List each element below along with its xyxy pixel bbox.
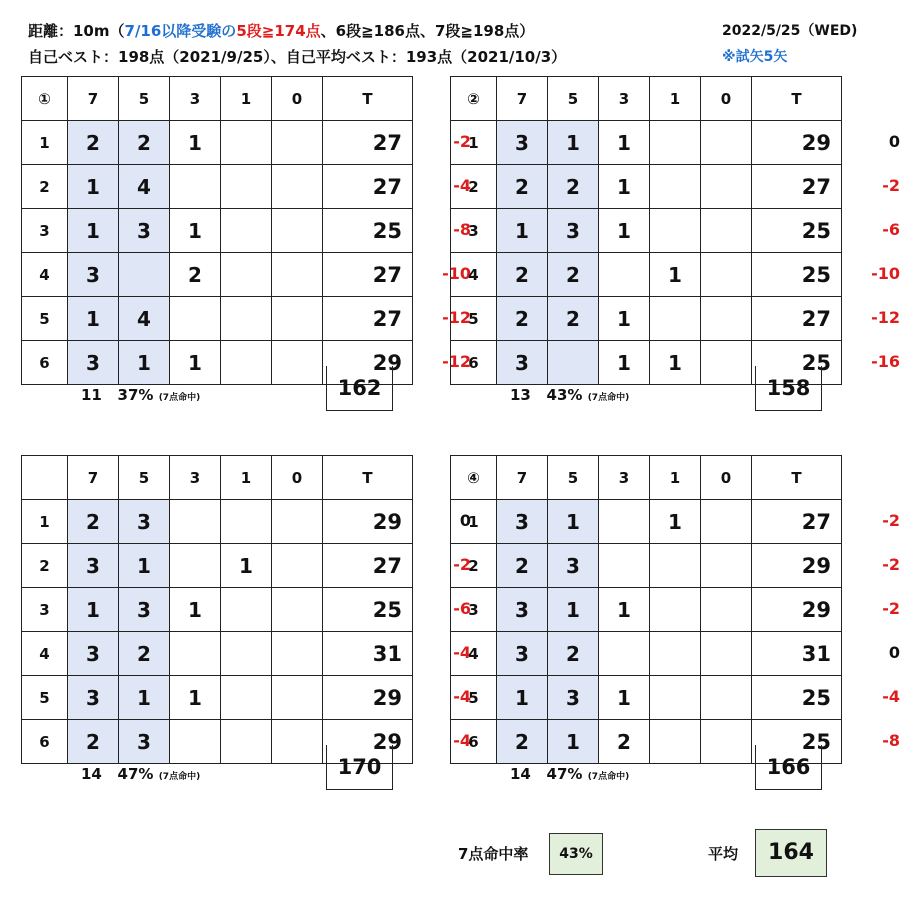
- row-number: 4: [22, 253, 68, 297]
- count-5: 2: [548, 297, 599, 341]
- row-number: 2: [22, 544, 68, 588]
- row-number: 1: [22, 121, 68, 165]
- count-0: [272, 500, 323, 544]
- row-total: 27: [323, 121, 413, 165]
- count-0: [272, 588, 323, 632]
- row-total: 27: [323, 253, 413, 297]
- count-5: [119, 253, 170, 297]
- score-table: [21, 76, 413, 385]
- row-number: 1: [451, 500, 497, 544]
- table-row: [22, 544, 413, 588]
- row-number: 5: [451, 297, 497, 341]
- row-number: 5: [22, 297, 68, 341]
- row-diff: -6: [882, 220, 900, 239]
- hit-rate-note: (7点命中): [587, 393, 630, 403]
- column-header: T: [323, 77, 413, 121]
- row-diff: -4: [453, 687, 471, 706]
- column-header: 3: [170, 456, 221, 500]
- table-row: [451, 500, 842, 544]
- table-row: [22, 253, 413, 297]
- count-5: 1: [548, 500, 599, 544]
- column-header: 1: [650, 77, 701, 121]
- row-total: 25: [323, 588, 413, 632]
- column-header: 7: [497, 456, 548, 500]
- count-7: 2: [497, 253, 548, 297]
- count-1: [650, 676, 701, 720]
- count-7: 3: [497, 500, 548, 544]
- count-0: [701, 165, 752, 209]
- count-7: 2: [68, 121, 119, 165]
- count-1: [221, 500, 272, 544]
- row-number: 3: [22, 588, 68, 632]
- count-1: [221, 165, 272, 209]
- count-0: [701, 209, 752, 253]
- count-1: [221, 341, 272, 385]
- count-7: 1: [68, 165, 119, 209]
- row-total: 29: [323, 500, 413, 544]
- hit-count: 11: [81, 386, 102, 404]
- row-number: 1: [451, 121, 497, 165]
- row-total: 31: [323, 632, 413, 676]
- count-1: [221, 121, 272, 165]
- count-0: [272, 297, 323, 341]
- hit-rate-box: 43%: [549, 833, 603, 875]
- row-diff: -4: [453, 176, 471, 195]
- column-header: 0: [272, 77, 323, 121]
- table-row: [22, 121, 413, 165]
- row-number: 4: [22, 632, 68, 676]
- table-row: [451, 632, 842, 676]
- table-row: [22, 588, 413, 632]
- count-3: 1: [170, 341, 221, 385]
- row-diff: -10: [871, 264, 900, 283]
- count-5: [548, 341, 599, 385]
- row-total: 27: [752, 500, 842, 544]
- count-5: 2: [119, 632, 170, 676]
- count-3: 1: [170, 209, 221, 253]
- table-row: [22, 209, 413, 253]
- count-0: [701, 500, 752, 544]
- count-3: 1: [170, 588, 221, 632]
- header-after-date: 7/16以降受験の: [124, 22, 237, 40]
- round-label: ②: [451, 77, 497, 121]
- count-3: 1: [599, 676, 650, 720]
- count-7: 2: [497, 165, 548, 209]
- count-1: 1: [650, 341, 701, 385]
- column-header: 0: [272, 456, 323, 500]
- count-7: 3: [497, 341, 548, 385]
- count-5: 3: [119, 209, 170, 253]
- count-7: 3: [68, 676, 119, 720]
- round-total: 158: [755, 366, 822, 411]
- count-1: [221, 720, 272, 764]
- count-0: [701, 121, 752, 165]
- column-header: 5: [548, 456, 599, 500]
- row-diff: -8: [453, 220, 471, 239]
- count-7: 2: [497, 720, 548, 764]
- count-3: [170, 720, 221, 764]
- row-diff: -2: [882, 599, 900, 618]
- count-0: [701, 720, 752, 764]
- count-5: 4: [119, 297, 170, 341]
- hit-rate: 43%: [546, 386, 583, 404]
- hit-rate-note: (7点命中): [158, 772, 201, 782]
- hit-rate-note: (7点命中): [587, 772, 630, 782]
- hit-count: 14: [81, 765, 102, 783]
- column-header: 1: [650, 456, 701, 500]
- count-3: [599, 253, 650, 297]
- count-5: 1: [119, 676, 170, 720]
- count-0: [272, 253, 323, 297]
- round-summary: [510, 765, 629, 783]
- table-row: [22, 165, 413, 209]
- table-row: [451, 165, 842, 209]
- average-box: 164: [755, 829, 827, 877]
- row-total: 29: [323, 341, 413, 385]
- column-header: 0: [701, 77, 752, 121]
- count-0: [701, 632, 752, 676]
- count-7: 3: [497, 121, 548, 165]
- count-0: [701, 253, 752, 297]
- count-1: [650, 632, 701, 676]
- row-total: 29: [752, 121, 842, 165]
- score-table: [450, 455, 842, 764]
- column-header: T: [323, 456, 413, 500]
- row-diff: 0: [888, 643, 900, 662]
- header-distance: 距離：10m（: [28, 22, 125, 40]
- row-total: 25: [752, 676, 842, 720]
- count-1: [650, 209, 701, 253]
- count-7: 3: [68, 253, 119, 297]
- count-7: 3: [497, 632, 548, 676]
- table-row: [451, 544, 842, 588]
- round-total: 170: [326, 745, 393, 790]
- column-header: 0: [701, 456, 752, 500]
- hit-rate: 37%: [117, 386, 154, 404]
- table-row: [451, 121, 842, 165]
- count-7: 3: [68, 544, 119, 588]
- row-diff: -4: [882, 687, 900, 706]
- count-1: [650, 588, 701, 632]
- count-0: [701, 588, 752, 632]
- count-0: [272, 720, 323, 764]
- column-header: 3: [170, 77, 221, 121]
- row-total: 27: [752, 297, 842, 341]
- count-3: [170, 165, 221, 209]
- row-diff: 0: [888, 132, 900, 151]
- count-3: [170, 632, 221, 676]
- count-7: 1: [68, 297, 119, 341]
- count-3: 1: [170, 121, 221, 165]
- count-0: [701, 297, 752, 341]
- count-3: 1: [170, 676, 221, 720]
- count-0: [701, 676, 752, 720]
- count-1: 1: [650, 500, 701, 544]
- row-diff: 0: [459, 511, 471, 530]
- diff-column: [840, 499, 900, 763]
- count-5: 3: [119, 720, 170, 764]
- count-5: 1: [548, 588, 599, 632]
- column-header: 3: [599, 77, 650, 121]
- row-total: 29: [752, 544, 842, 588]
- count-7: 3: [497, 588, 548, 632]
- count-3: 2: [170, 253, 221, 297]
- count-3: 1: [599, 121, 650, 165]
- row-number: 2: [451, 544, 497, 588]
- header-line1: [28, 20, 534, 41]
- count-5: 1: [119, 341, 170, 385]
- row-total: 25: [752, 720, 842, 764]
- count-7: 2: [497, 544, 548, 588]
- average-label: 平均: [708, 845, 739, 863]
- row-total: 25: [752, 341, 842, 385]
- header-date: 2022/5/25（WED): [722, 23, 858, 39]
- score-table: [21, 455, 413, 764]
- row-diff: -2: [882, 555, 900, 574]
- count-7: 1: [68, 209, 119, 253]
- hit-rate: 47%: [117, 765, 154, 783]
- count-3: [170, 297, 221, 341]
- round-label: ④: [451, 456, 497, 500]
- count-3: 1: [599, 297, 650, 341]
- count-3: [599, 632, 650, 676]
- count-3: 1: [599, 165, 650, 209]
- row-total: 27: [323, 544, 413, 588]
- count-3: [170, 544, 221, 588]
- count-3: [599, 500, 650, 544]
- row-diff: -12: [442, 352, 471, 371]
- count-1: [221, 676, 272, 720]
- column-header: 5: [548, 77, 599, 121]
- count-1: [221, 253, 272, 297]
- row-diff: -2: [882, 176, 900, 195]
- row-number: 6: [22, 341, 68, 385]
- count-0: [272, 544, 323, 588]
- column-header: 3: [599, 456, 650, 500]
- row-number: 4: [451, 632, 497, 676]
- count-3: 2: [599, 720, 650, 764]
- header-other-dan: 、6段≧186点、7段≧198点）: [320, 22, 535, 40]
- row-number: 3: [451, 209, 497, 253]
- header-note: ※試矢5矢: [722, 49, 788, 65]
- row-number: 1: [22, 500, 68, 544]
- row-total: 29: [323, 676, 413, 720]
- round-summary: [81, 386, 200, 404]
- count-3: 1: [599, 341, 650, 385]
- count-3: [599, 544, 650, 588]
- hit-count: 13: [510, 386, 531, 404]
- round-block-4: [450, 455, 900, 805]
- hit-rate-note: (7点命中): [158, 393, 201, 403]
- column-header: 7: [68, 77, 119, 121]
- round-block-1: [21, 76, 471, 426]
- count-7: 2: [68, 720, 119, 764]
- row-total: 25: [323, 209, 413, 253]
- count-5: 2: [548, 253, 599, 297]
- hit-rate: 47%: [546, 765, 583, 783]
- count-1: 1: [221, 544, 272, 588]
- row-diff: -4: [453, 731, 471, 750]
- row-number: 5: [22, 676, 68, 720]
- table-row: [451, 676, 842, 720]
- count-7: 2: [68, 500, 119, 544]
- row-total: 25: [752, 253, 842, 297]
- row-number: 6: [451, 720, 497, 764]
- row-diff: -16: [871, 352, 900, 371]
- row-diff: -10: [442, 264, 471, 283]
- count-0: [272, 165, 323, 209]
- count-5: 2: [119, 121, 170, 165]
- row-number: 2: [451, 165, 497, 209]
- count-5: 3: [119, 588, 170, 632]
- column-header: 1: [221, 456, 272, 500]
- hit-count: 14: [510, 765, 531, 783]
- round-total: 166: [755, 745, 822, 790]
- count-3: 1: [599, 588, 650, 632]
- round-block-2: [450, 76, 900, 426]
- count-7: 1: [497, 209, 548, 253]
- row-total: 27: [323, 297, 413, 341]
- row-diff: -2: [453, 555, 471, 574]
- header-5dan: 5段≧174点: [236, 22, 321, 40]
- row-number: 5: [451, 676, 497, 720]
- row-diff: -4: [453, 643, 471, 662]
- count-0: [272, 209, 323, 253]
- round-label: [22, 456, 68, 500]
- row-total: 31: [752, 632, 842, 676]
- column-header: T: [752, 456, 842, 500]
- count-1: [221, 632, 272, 676]
- round-total: 162: [326, 366, 393, 411]
- count-1: [650, 720, 701, 764]
- count-1: [650, 297, 701, 341]
- count-0: [272, 121, 323, 165]
- row-number: 3: [22, 209, 68, 253]
- row-number: 4: [451, 253, 497, 297]
- count-1: [650, 544, 701, 588]
- row-diff: -6: [453, 599, 471, 618]
- table-row: [22, 297, 413, 341]
- round-summary: [81, 765, 200, 783]
- table-row: [22, 500, 413, 544]
- count-5: 3: [119, 500, 170, 544]
- count-1: [650, 165, 701, 209]
- count-7: 1: [68, 588, 119, 632]
- row-number: 2: [22, 165, 68, 209]
- round-summary: [510, 386, 629, 404]
- column-header: 5: [119, 77, 170, 121]
- row-number: 6: [451, 341, 497, 385]
- row-total: 29: [752, 588, 842, 632]
- column-header: 5: [119, 456, 170, 500]
- row-diff: -2: [453, 132, 471, 151]
- count-3: 1: [599, 209, 650, 253]
- count-5: 3: [548, 676, 599, 720]
- count-7: 3: [68, 341, 119, 385]
- table-row: [451, 253, 842, 297]
- header-line2: 自己ベスト：198点（2021/9/25）、自己平均ベスト：193点（2021/10/3）: [28, 48, 567, 66]
- count-5: 3: [548, 209, 599, 253]
- count-5: 1: [119, 544, 170, 588]
- row-total: 27: [323, 165, 413, 209]
- table-row: [451, 588, 842, 632]
- count-5: 2: [548, 165, 599, 209]
- row-total: 29: [323, 720, 413, 764]
- count-1: [221, 297, 272, 341]
- count-5: 1: [548, 121, 599, 165]
- hit-rate-label: 7点命中率: [458, 845, 529, 863]
- round-label: ①: [22, 77, 68, 121]
- score-table: [450, 76, 842, 385]
- count-0: [701, 341, 752, 385]
- count-0: [272, 632, 323, 676]
- row-number: 6: [22, 720, 68, 764]
- row-diff: -8: [882, 731, 900, 750]
- count-1: 1: [650, 253, 701, 297]
- count-5: 1: [548, 720, 599, 764]
- count-3: [170, 500, 221, 544]
- row-diff: -12: [871, 308, 900, 327]
- table-row: [22, 632, 413, 676]
- count-0: [272, 341, 323, 385]
- count-1: [221, 588, 272, 632]
- table-row: [22, 676, 413, 720]
- count-0: [701, 544, 752, 588]
- row-total: 25: [752, 209, 842, 253]
- table-row: [451, 209, 842, 253]
- count-7: 1: [497, 676, 548, 720]
- row-number: 3: [451, 588, 497, 632]
- count-1: [221, 209, 272, 253]
- count-5: 3: [548, 544, 599, 588]
- diff-column: [840, 120, 900, 384]
- count-5: 2: [548, 632, 599, 676]
- count-0: [272, 676, 323, 720]
- count-5: 4: [119, 165, 170, 209]
- table-row: [451, 297, 842, 341]
- column-header: 7: [68, 456, 119, 500]
- column-header: 7: [497, 77, 548, 121]
- count-7: 2: [497, 297, 548, 341]
- round-block-3: [21, 455, 471, 805]
- row-diff: -2: [882, 511, 900, 530]
- count-1: [650, 121, 701, 165]
- column-header: 1: [221, 77, 272, 121]
- count-7: 3: [68, 632, 119, 676]
- row-total: 27: [752, 165, 842, 209]
- row-diff: -12: [442, 308, 471, 327]
- column-header: T: [752, 77, 842, 121]
